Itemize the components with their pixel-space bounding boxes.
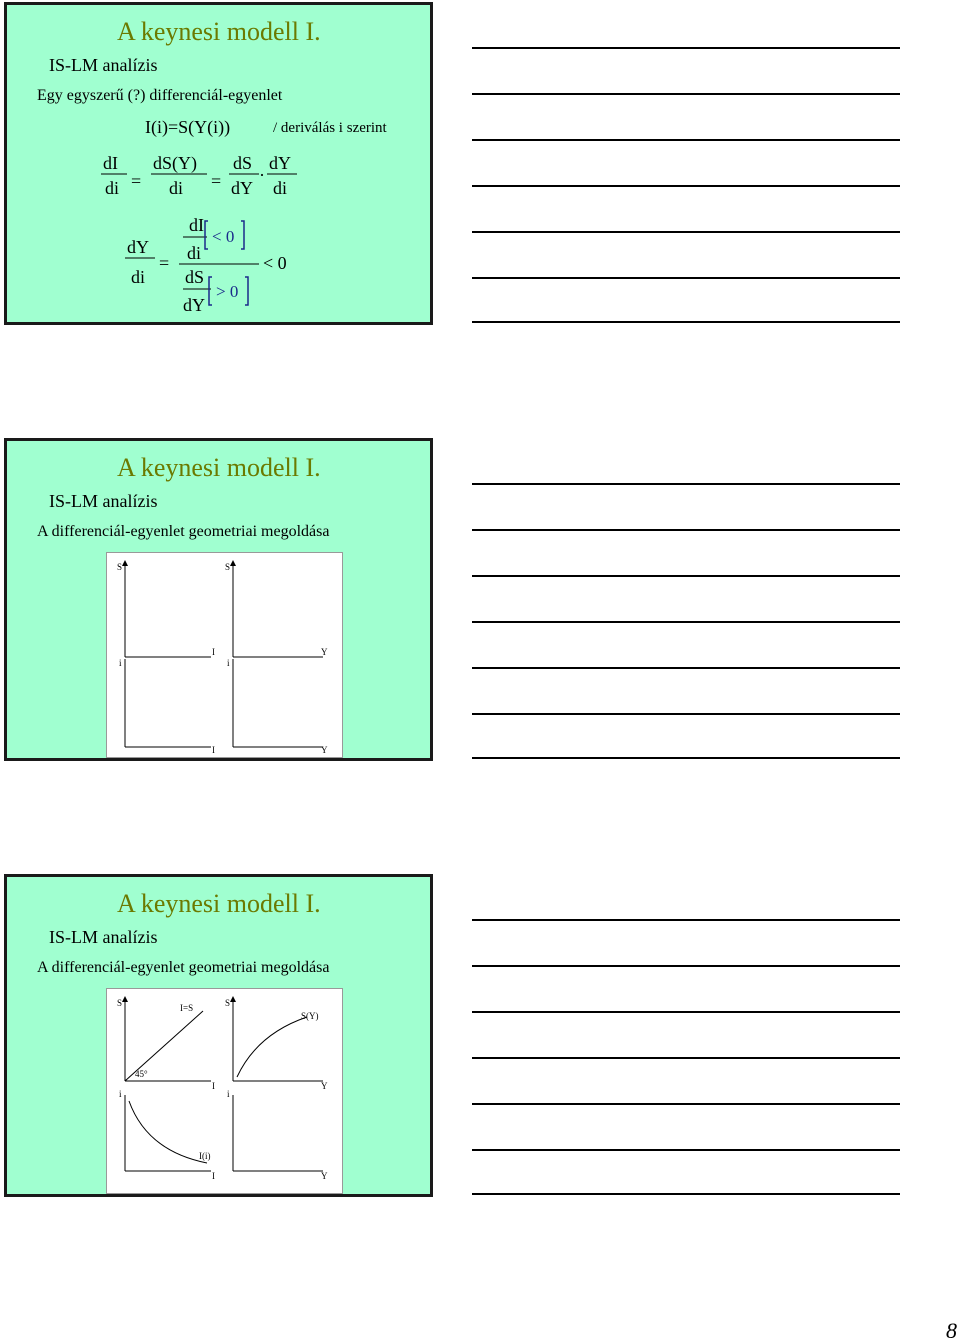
axis-label-y: Y [321,745,328,755]
note-line [472,757,900,759]
note-line [472,47,900,49]
slide-subtitle: IS-LM analízis [49,927,158,947]
curve-i-of-i [129,1101,207,1163]
note-line [472,185,900,187]
axis-label-s: S [117,998,123,1008]
note-line [472,919,900,921]
note-line [472,529,900,531]
axis-label-y: Y [321,1171,328,1181]
slide-subtitle: IS-LM analízis [49,55,158,75]
svg-text:=: = [211,171,222,191]
note-line [472,139,900,141]
axis-label-i: i [119,1089,122,1099]
curve-s-of-y [237,1017,307,1077]
svg-text:=: = [159,253,170,273]
note-line [472,321,900,323]
axis-label-investment: I [212,1081,215,1091]
slide-title: A keynesi modell I. [117,889,321,918]
slide-1 [4,2,433,325]
four-quadrant-diagram [106,552,343,758]
note-line [472,575,900,577]
frac-den: di [273,178,288,198]
axis-label-s: S [117,562,123,572]
svg-text:·: · [259,165,265,185]
note-line [472,277,900,279]
slide-title: A keynesi modell I. [117,453,321,482]
axis-label-s: S [225,562,231,572]
note-line [472,1193,900,1195]
note-line [472,1011,900,1013]
equation-note: / deriválás i szerint [273,120,387,136]
page-number: 8 [946,1318,957,1343]
note-line [472,483,900,485]
note-line [472,1057,900,1059]
axis-label-y: Y [321,1081,328,1091]
slide-2 [4,438,433,761]
axis-label-y: Y [321,647,328,657]
note-line [472,713,900,715]
result-sign: < 0 [263,253,287,273]
frac-num: dI [189,215,204,235]
note-line [472,621,900,623]
axis-label-s: S [225,998,231,1008]
slide-title: A keynesi modell I. [117,17,321,46]
frac-den: dY [231,178,253,198]
frac-num: dY [269,153,291,173]
slide-text: A differenciál-egyenlet geometriai megoldása [37,523,330,540]
note-line [472,965,900,967]
axis-label-investment: I [212,745,215,755]
slide-text: Egy egyszerű (?) differenciál-egyenlet [37,87,283,104]
frac-num: dY [127,237,149,257]
curve-label-is: I=S [180,1003,194,1013]
angle-label: 45° [135,1069,148,1079]
sign-neg: < 0 [212,227,235,246]
note-line [472,1149,900,1151]
frac-num: dI [103,153,118,173]
axis-label-investment: I [212,1171,215,1181]
frac-den: di [131,267,146,287]
frac-num: dS [233,153,253,173]
svg-text:=: = [131,171,142,191]
axis-label-investment: I [212,647,215,657]
slide-3 [4,874,433,1197]
four-quadrant-diagram [106,988,343,1194]
frac-num: dS(Y) [153,153,197,173]
main-equation: I(i)=S(Y(i)) [145,117,231,137]
axis-label-i: i [227,658,230,668]
curve-label-sy: S(Y) [301,1011,319,1021]
axis-label-i: i [119,658,122,668]
slide-text: A differenciál-egyenlet geometriai megoldása [37,959,330,976]
frac-den: dY [183,295,205,315]
note-line [472,231,900,233]
frac-num: dS [185,267,205,287]
note-line [472,667,900,669]
frac-den: di [169,178,184,198]
slide-subtitle: IS-LM analízis [49,491,158,511]
curve-label-ii: I(i) [199,1151,211,1161]
frac-den: di [105,178,120,198]
sign-pos: > 0 [216,282,239,301]
frac-den: di [187,243,202,263]
note-line [472,1103,900,1105]
axis-label-i: i [227,1089,230,1099]
derivative-formulas [7,145,430,325]
note-line [472,93,900,95]
